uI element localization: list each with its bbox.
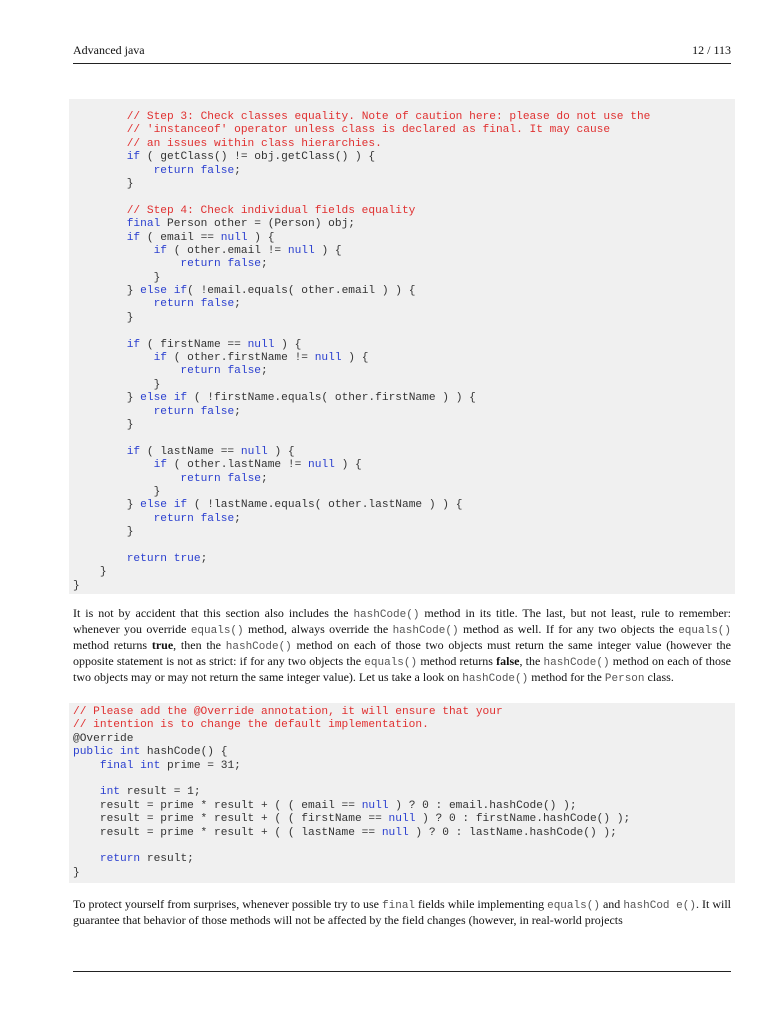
code-text (73, 853, 100, 865)
code-text (73, 165, 154, 177)
code-text: } (73, 177, 134, 190)
code-text: result = prime * result + ( ( firstName == (73, 813, 389, 826)
paragraph-text: . It will guarantee that behavior of those methods will not be affected by the field changes (however, in real-world projects (73, 897, 732, 928)
code-text (73, 245, 154, 257)
paragraph-text: , the (519, 654, 544, 669)
code-keyword: if (153, 459, 168, 472)
paragraph-text: and (599, 897, 624, 911)
code-keyword: return (180, 472, 221, 485)
code-keyword: return (153, 405, 194, 418)
code-keyword: null (247, 338, 275, 351)
code-keyword: if (126, 151, 141, 164)
code-text (73, 232, 127, 244)
code-keyword: if (126, 338, 141, 351)
code-line (73, 733, 735, 746)
code-keyword: null (361, 799, 389, 812)
code-comment: // an issues within class hierarchies. (73, 137, 382, 150)
page-number: 12 / 113 (692, 43, 731, 57)
code-text (194, 406, 201, 418)
code-keyword: else (140, 285, 167, 298)
code-line (73, 540, 735, 553)
code-text (194, 165, 201, 177)
inline-code: equals() (547, 900, 600, 912)
code-line (73, 232, 735, 245)
code-keyword: null (287, 244, 315, 257)
inline-code: Person (604, 673, 645, 686)
code-line (73, 446, 735, 459)
code-line (73, 352, 735, 365)
code-keyword: return (153, 164, 194, 177)
paragraph-text: method returns (417, 654, 497, 669)
code-text: ) ? 0 : lastName.hashCode() ); (408, 826, 617, 839)
inline-code: hashCode() (353, 609, 420, 621)
inline-code: final (382, 900, 416, 912)
header-divider (73, 63, 731, 64)
code-line (73, 298, 735, 311)
code-comment: // intention is to change the default implementation. (73, 719, 429, 732)
code-text: ) { (341, 352, 369, 365)
code-text: } (73, 271, 161, 284)
code-line (73, 459, 735, 472)
code-text: ; (234, 164, 241, 177)
code-line (73, 840, 735, 853)
code-text: ) { (274, 338, 302, 351)
code-comment: // Please add the @Override annotation, it will ensure that your (73, 706, 503, 718)
code-keyword: public (73, 746, 114, 759)
code-line (73, 773, 735, 786)
paragraph-text: method for the (528, 670, 605, 685)
code-line (73, 473, 735, 486)
code-text (73, 473, 180, 485)
code-line (73, 566, 735, 579)
code-text (73, 365, 180, 377)
code-line (73, 285, 735, 298)
code-text: ; (261, 258, 268, 271)
code-text: ; (234, 405, 241, 418)
paragraph-text: method on each of those two objects must return the same integer value (however the opposite statement is not as strict: if for any two objects the (73, 638, 731, 669)
code-keyword: false (200, 512, 235, 525)
code-text (73, 151, 127, 163)
code-keyword: false (227, 472, 262, 485)
code-line (73, 706, 735, 719)
code-keyword: if (173, 499, 188, 512)
code-keyword: if (126, 445, 141, 458)
code-line (73, 526, 735, 539)
code-line (73, 191, 735, 204)
code-text (73, 513, 154, 525)
inline-code: hashCode() (392, 625, 459, 638)
code-text: ) { (247, 231, 275, 244)
code-comment: // Step 4: Check individual fields equality (73, 204, 416, 217)
code-keyword: null (381, 826, 409, 839)
code-line (73, 406, 735, 419)
code-text: result = prime * result + ( ( email == (73, 799, 362, 812)
code-text (167, 553, 174, 565)
code-text: } (73, 378, 161, 391)
code-keyword: null (314, 352, 342, 365)
code-line (73, 151, 735, 164)
code-text: ( firstName == (140, 338, 248, 351)
code-line (73, 245, 735, 258)
code-keyword: false (200, 405, 235, 418)
code-line (73, 800, 735, 813)
code-line (73, 760, 735, 773)
code-text: } (73, 285, 141, 298)
code-text: } (73, 392, 141, 405)
code-text: ( other.email != (167, 244, 288, 257)
code-line (73, 272, 735, 285)
code-keyword: false (227, 258, 262, 271)
code-text (73, 553, 127, 565)
paragraph-text: method, always override the (243, 622, 393, 637)
code-keyword: if (173, 392, 188, 405)
paragraph-text: , then the (173, 638, 226, 653)
bold-text: true (151, 638, 174, 653)
code-keyword: if (153, 244, 168, 257)
code-text: hashCode() { (140, 746, 228, 759)
code-text: ( getClass() != obj.getClass() ) { (140, 151, 376, 164)
code-text: } (73, 418, 134, 431)
inline-code: hashCode() (543, 657, 610, 670)
code-text (73, 218, 127, 230)
code-text: ) { (314, 244, 342, 257)
code-text: } (73, 866, 80, 879)
code-line (73, 218, 735, 231)
code-comment: // Step 3: Check classes equality. Note of caution here: please do not use the (99, 111, 651, 123)
code-line (73, 205, 735, 218)
paragraph-text: class. (644, 670, 674, 685)
code-keyword: int (120, 746, 141, 759)
code-text: ) { (267, 445, 295, 458)
code-text (73, 339, 127, 351)
inline-code: hashCod e() (623, 900, 696, 912)
code-text: result = 1; (120, 786, 201, 799)
code-text: } (73, 579, 80, 592)
code-line (73, 312, 735, 325)
code-text: @Override (73, 732, 134, 745)
code-text (167, 392, 174, 404)
code-text: ) ? 0 : firstName.hashCode() ); (415, 813, 631, 826)
code-keyword: false (200, 164, 235, 177)
code-text (113, 746, 120, 758)
code-keyword: final (99, 759, 134, 772)
code-keyword: if (126, 231, 141, 244)
code-line (73, 138, 735, 151)
code-text (73, 298, 154, 310)
paragraph-hashcode-intro (73, 606, 731, 686)
code-line (73, 813, 735, 826)
code-keyword: true (173, 552, 201, 565)
code-text (73, 111, 100, 123)
code-text: Person other = (Person) obj; (160, 218, 355, 231)
inline-code: equals() (678, 625, 731, 638)
code-line (73, 853, 735, 866)
code-line (73, 513, 735, 526)
code-text: ; (261, 472, 268, 485)
code-keyword: return (180, 365, 221, 378)
code-text: } (73, 485, 161, 498)
document-title: Advanced java (73, 43, 145, 57)
paragraph-text: method returns (73, 638, 152, 653)
code-line (73, 432, 735, 445)
code-text: ; (261, 365, 268, 378)
code-keyword: else (140, 392, 167, 405)
bold-text: false (496, 654, 520, 669)
code-keyword: return (153, 298, 194, 311)
paragraph-text: It is not by accident that this section also includes the (73, 606, 354, 620)
paragraph-final-fields (73, 897, 731, 927)
code-line (73, 379, 735, 392)
code-text: result; (140, 853, 194, 866)
code-text: result = prime * result + ( ( lastName == (73, 826, 382, 839)
code-line (73, 111, 735, 124)
code-text: } (73, 499, 141, 512)
code-text: } (73, 566, 107, 579)
code-text: ) { (334, 459, 362, 472)
code-text (73, 258, 180, 270)
code-text (73, 406, 154, 418)
paragraph-text: method as well. If for any two objects the (458, 622, 679, 637)
code-keyword: if (173, 285, 188, 298)
code-line (73, 719, 735, 732)
code-text (73, 459, 154, 471)
code-line (73, 827, 735, 840)
code-line (73, 499, 735, 512)
code-text (73, 446, 127, 458)
code-line (73, 178, 735, 191)
code-keyword: false (200, 298, 235, 311)
code-text (194, 298, 201, 310)
code-text: prime = 31; (160, 759, 241, 772)
code-keyword: null (308, 459, 335, 472)
code-line (73, 867, 735, 880)
code-keyword: return (180, 258, 221, 271)
code-text: ) ? 0 : email.hashCode() ); (388, 799, 577, 812)
paragraph-text: method in its title. The last, but not least, rule to remember: whenever you override (73, 606, 731, 637)
paragraph-text: method on each of those two objects may or may not return the same integer value). Let us take a look on (73, 654, 731, 685)
code-keyword: null (388, 813, 416, 826)
code-comment: // 'instanceof' operator unless class is declared as final. It may cause (73, 124, 611, 137)
code-text: ; (234, 512, 241, 525)
inline-code: equals() (190, 625, 244, 638)
inline-code: hashCode() (225, 641, 292, 654)
code-line (73, 746, 735, 759)
code-text: ( other.firstName != (167, 352, 315, 365)
code-text (167, 285, 174, 297)
code-keyword: return (126, 552, 168, 565)
code-text: } (73, 311, 134, 324)
code-text: ( !firstName.equals( other.firstName ) ) { (187, 392, 476, 405)
code-line (73, 165, 735, 178)
code-keyword: return (153, 512, 194, 525)
code-text (73, 786, 100, 798)
code-text: ; (234, 298, 241, 311)
inline-code: hashCode() (462, 673, 529, 686)
code-keyword: else (140, 499, 167, 512)
code-line (73, 580, 735, 593)
code-line (73, 258, 735, 271)
code-line (73, 325, 735, 338)
code-text (167, 499, 174, 511)
code-text: ( !lastName.equals( other.lastName ) ) { (187, 499, 463, 512)
code-text (73, 352, 154, 364)
code-keyword: final (126, 218, 161, 231)
code-keyword: if (153, 352, 168, 365)
footer-divider (73, 971, 731, 972)
code-block-hashcode (69, 703, 735, 883)
code-text: ( !email.equals( other.email ) ) { (187, 285, 416, 298)
code-text: } (73, 526, 134, 539)
code-keyword: int (140, 759, 161, 772)
code-line (73, 419, 735, 432)
code-line (73, 486, 735, 499)
code-keyword: int (99, 786, 121, 799)
page-header (73, 43, 731, 59)
code-keyword: false (227, 365, 262, 378)
code-line (73, 124, 735, 137)
code-keyword: null (220, 231, 248, 244)
code-text: ( lastName == (140, 445, 241, 458)
code-line (73, 365, 735, 378)
code-block-equals (69, 99, 735, 594)
code-line (73, 553, 735, 566)
paragraph-text: To protect yourself from surprises, whenever possible try to use (73, 897, 383, 911)
code-text (73, 760, 100, 772)
code-text: ( email == (140, 231, 221, 244)
paragraph-text: fields while implementing (415, 897, 548, 911)
code-line (73, 392, 735, 405)
code-text (194, 513, 201, 525)
code-line (73, 786, 735, 799)
inline-code: equals() (364, 657, 418, 670)
code-keyword: return (99, 853, 141, 866)
code-keyword: null (240, 445, 268, 458)
code-line (73, 339, 735, 352)
code-text: ( other.lastName != (167, 459, 309, 472)
code-text: ; (200, 552, 208, 565)
